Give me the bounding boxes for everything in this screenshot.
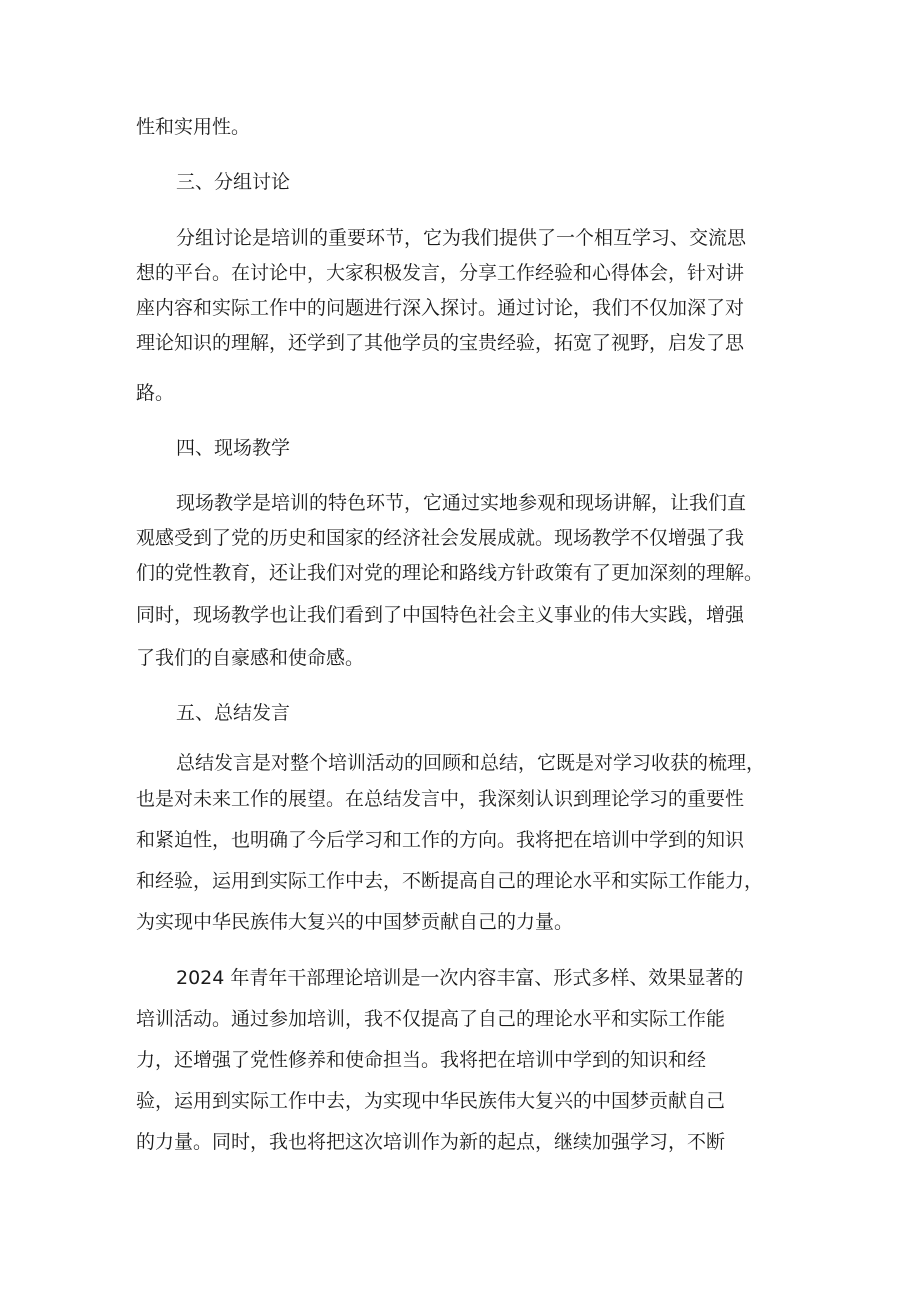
paragraph-line: 总结发言是对整个培训活动的回顾和总结，它既是对学习收获的梳理，	[176, 752, 766, 774]
paragraph-line: 分组讨论是培训的重要环节，它为我们提供了一个相互学习、交流思	[176, 227, 747, 249]
paragraph-line: 想的平台。在讨论中，大家积极发言，分享工作经验和心得体会，针对讲	[136, 262, 745, 284]
paragraph-line: 理论知识的理解，还学到了其他学员的宝贵经验，拓宽了视野，启发了思	[136, 332, 745, 354]
paragraph-line: 和经验，运用到实际工作中去，不断提高自己的理论水平和实际工作能力，	[136, 870, 764, 892]
paragraph-line: 同时，现场教学也让我们看到了中国特色社会主义事业的伟大实践，增强	[136, 604, 745, 626]
paragraph-line: 2024 年青年干部理论培训是一次内容丰富、形式多样、效果显著的	[176, 967, 744, 989]
paragraph-line: 的力量。同时，我也将把这次培训作为新的起点，继续加强学习，不断	[136, 1131, 726, 1153]
paragraph-line: 现场教学是培训的特色环节，它通过实地参观和现场讲解，让我们直	[176, 492, 747, 514]
paragraph-line: 性和实用性。	[136, 116, 251, 138]
section-heading-field-teaching: 四、现场教学	[176, 437, 291, 459]
paragraph-line: 座内容和实际工作中的问题进行深入探讨。通过讨论，我们不仅加深了对	[136, 297, 745, 319]
section-heading-summary-speech: 五、总结发言	[176, 702, 291, 724]
paragraph-line: 路。	[136, 382, 175, 404]
paragraph-line: 了我们的自豪感和使命感。	[136, 647, 365, 669]
paragraph-line: 也是对未来工作的展望。在总结发言中，我深刻认识到理论学习的重要性	[136, 788, 745, 810]
section-heading-group-discussion: 三、分组讨论	[176, 171, 291, 193]
paragraph-line: 培训活动。通过参加培训，我不仅提高了自己的理论水平和实际工作能	[136, 1008, 726, 1030]
paragraph-line: 和紧迫性，也明确了今后学习和工作的方向。我将把在培训中学到的知识	[136, 829, 745, 851]
paragraph-line: 观感受到了党的历史和国家的经济社会发展成就。现场教学不仅增强了我	[136, 527, 745, 549]
paragraph-line: 为实现中华民族伟大复兴的中国梦贡献自己的力量。	[136, 911, 574, 933]
paragraph-line: 力，还增强了党性修养和使命担当。我将把在培训中学到的知识和经	[136, 1049, 707, 1071]
paragraph-line: 们的党性教育，还让我们对党的理论和路线方针政策有了更加深刻的理解。	[136, 562, 764, 584]
paragraph-line: 验，运用到实际工作中去，为实现中华民族伟大复兴的中国梦贡献自己	[136, 1090, 726, 1112]
